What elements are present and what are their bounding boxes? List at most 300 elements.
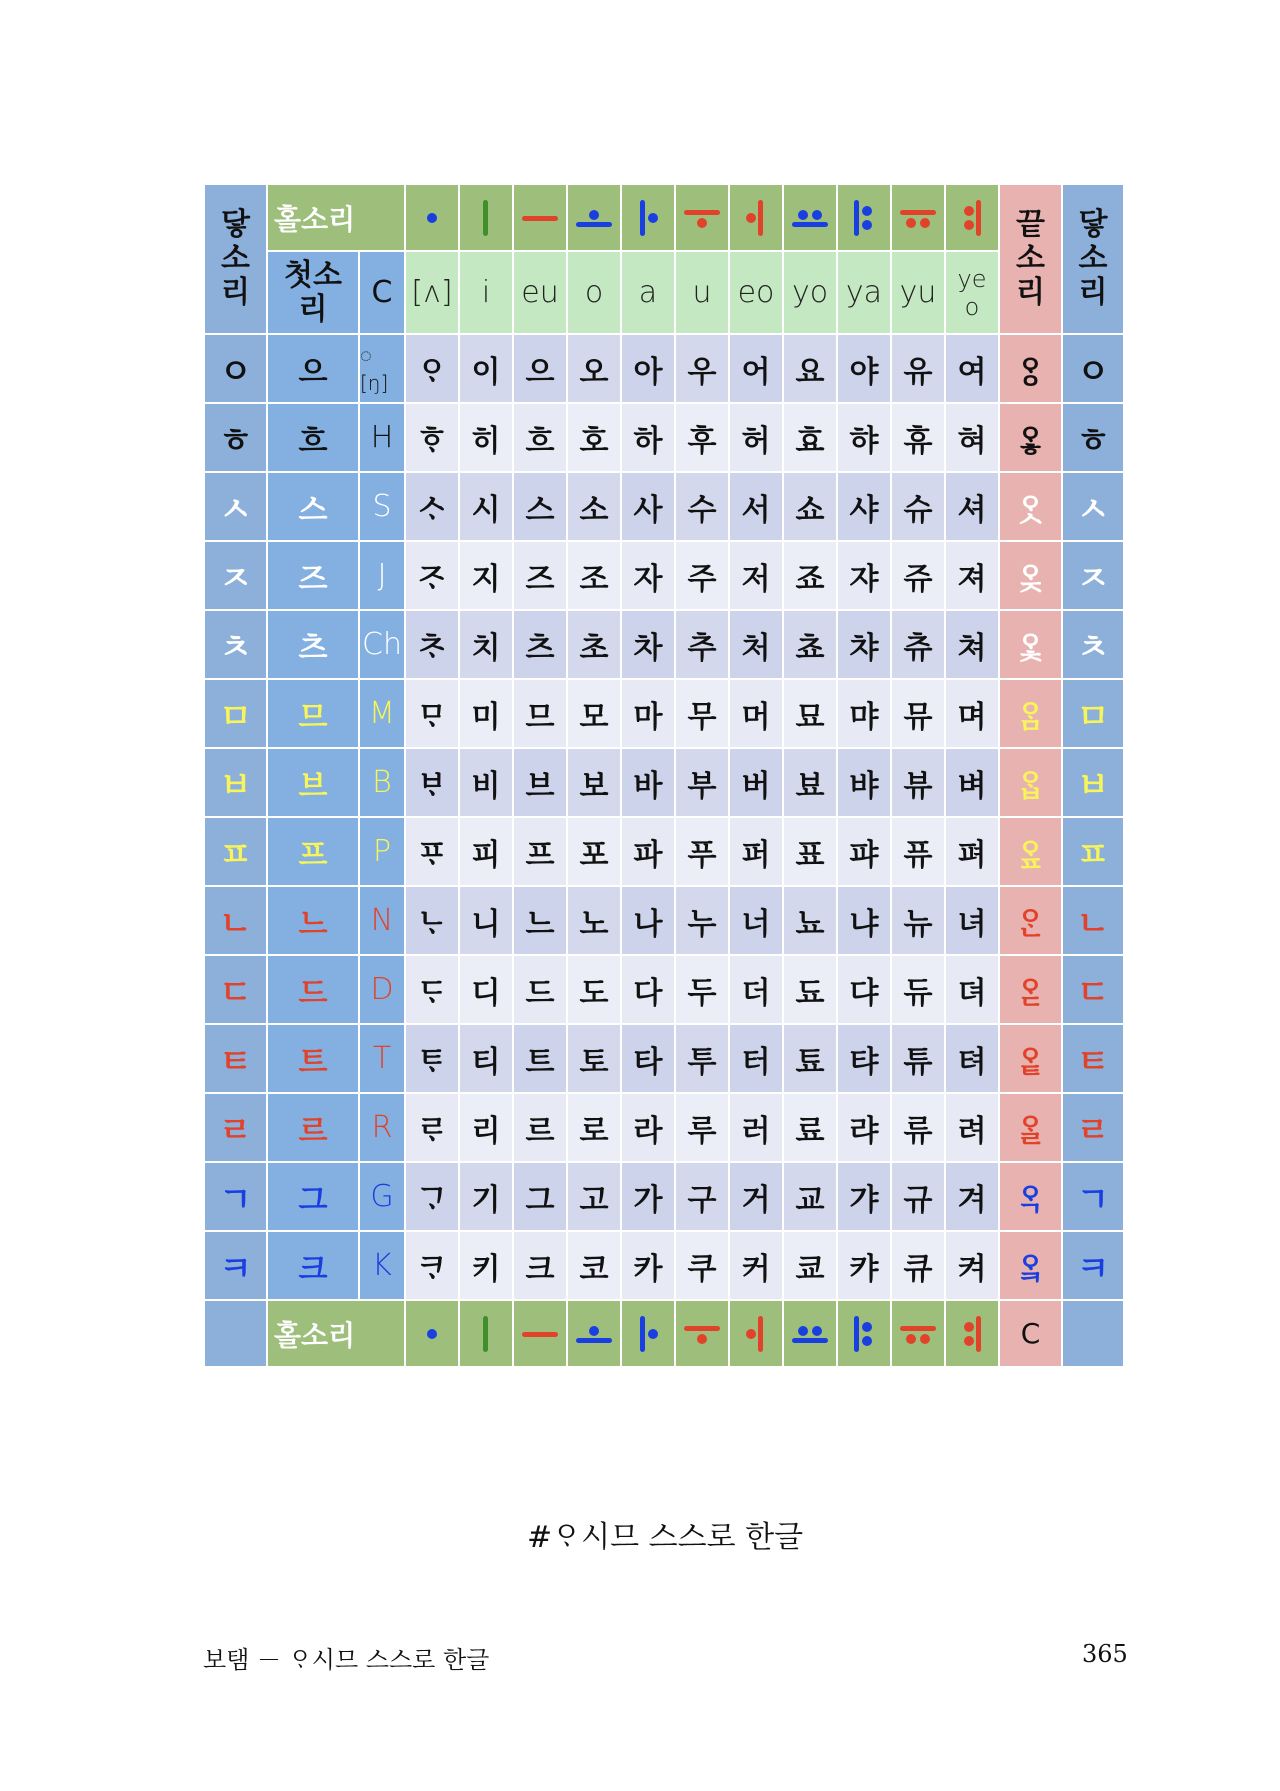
row-initial bbox=[268, 542, 358, 609]
footer-vowel-symbol-cell bbox=[514, 1301, 566, 1366]
syllable: 수 bbox=[687, 492, 717, 528]
vowel-glyph-icon bbox=[682, 198, 722, 238]
syllable: 요 bbox=[795, 354, 825, 390]
syllable-cell bbox=[406, 473, 458, 540]
syllable-cell bbox=[892, 542, 944, 609]
row-initial bbox=[268, 404, 358, 471]
syllable-cell bbox=[946, 956, 998, 1023]
syllable-cell bbox=[406, 611, 458, 678]
syllable: 미 bbox=[471, 699, 501, 735]
header-char: 리 bbox=[298, 291, 328, 327]
header-char: 첫소 bbox=[284, 257, 342, 293]
syllable: 샤 bbox=[849, 492, 879, 528]
syllable: 즈 bbox=[525, 561, 555, 597]
vowel-symbol-cell bbox=[622, 185, 674, 250]
syllable: 하 bbox=[633, 423, 663, 459]
syllable-cell bbox=[622, 542, 674, 609]
syllable: 교 bbox=[795, 1182, 825, 1218]
vowel-symbol-cell bbox=[784, 185, 836, 250]
vowel-glyph-icon bbox=[412, 198, 452, 238]
footer-vowel-symbol-cell bbox=[838, 1301, 890, 1366]
syllable: 죠 bbox=[795, 561, 825, 597]
syllable-cell bbox=[892, 473, 944, 540]
syllable: 갸 bbox=[849, 1182, 879, 1218]
row-consonant-right bbox=[1063, 887, 1123, 954]
row-initial bbox=[268, 473, 358, 540]
syllable-cell bbox=[892, 1163, 944, 1230]
vowel-symbol-cell bbox=[838, 185, 890, 250]
row-consonant-right bbox=[1063, 1025, 1123, 1092]
final-syllable: ᄋᆞᆽ bbox=[1016, 561, 1045, 597]
initial-header bbox=[268, 252, 358, 333]
syllable-cell bbox=[676, 1163, 728, 1230]
vowel-roman: eu bbox=[521, 275, 559, 310]
syllable: 이 bbox=[471, 354, 501, 390]
syllable-cell bbox=[784, 818, 836, 885]
syllable-cell bbox=[676, 749, 728, 816]
footer-empty-left bbox=[205, 1301, 266, 1366]
syllable-cell bbox=[460, 1094, 512, 1161]
consonant-glyph: ㅁ bbox=[219, 697, 252, 737]
syllable: 도 bbox=[579, 975, 609, 1011]
syllable: 카 bbox=[633, 1251, 663, 1287]
syllable: 챠 bbox=[849, 630, 879, 666]
syllable: 프 bbox=[525, 837, 555, 873]
roman-letter: R bbox=[371, 1110, 393, 1145]
syllable-cell bbox=[730, 542, 782, 609]
row-initial bbox=[268, 1163, 358, 1230]
syllable: 비 bbox=[471, 768, 501, 804]
syllable-cell bbox=[730, 818, 782, 885]
syllable: 뇨 bbox=[795, 906, 825, 942]
syllable-cell bbox=[784, 404, 836, 471]
row-consonant bbox=[205, 956, 266, 1023]
row-consonant-right bbox=[1063, 473, 1123, 540]
vowel-roman: a bbox=[638, 275, 658, 310]
syllable: 쿠 bbox=[687, 1251, 717, 1287]
syllable: 으 bbox=[525, 354, 555, 390]
syllable: 펴 bbox=[957, 837, 987, 873]
row-roman bbox=[360, 818, 404, 885]
syllable-cell bbox=[730, 1232, 782, 1299]
syllable-cell bbox=[676, 611, 728, 678]
syllable: 뎌 bbox=[957, 975, 987, 1011]
roman-letter: D bbox=[370, 972, 394, 1007]
vowel-glyph-icon bbox=[628, 198, 668, 238]
syllable: 다 bbox=[633, 975, 663, 1011]
final-syllable: ᄋᆞᆸ bbox=[1016, 768, 1045, 804]
syllable: 뷰 bbox=[903, 768, 933, 804]
syllable-cell bbox=[946, 1094, 998, 1161]
final-syllable: ᄋᆞᆺ bbox=[1016, 492, 1045, 528]
syllable-cell bbox=[514, 956, 566, 1023]
vowel-glyph-icon bbox=[412, 1314, 452, 1354]
syllable: 뵤 bbox=[795, 768, 825, 804]
consonant-glyph: ㅌ bbox=[219, 1042, 252, 1082]
row-consonant-right bbox=[1063, 1094, 1123, 1161]
syllable-cell bbox=[946, 335, 998, 402]
vowel-roman-cell bbox=[946, 252, 998, 333]
syllable: 타 bbox=[633, 1044, 663, 1080]
row-initial bbox=[268, 335, 358, 402]
syllable-cell bbox=[676, 956, 728, 1023]
row-final bbox=[1000, 473, 1061, 540]
syllable: 초 bbox=[579, 630, 609, 666]
vowel-glyph-icon bbox=[466, 1314, 506, 1354]
row-consonant bbox=[205, 404, 266, 471]
row-initial bbox=[268, 1094, 358, 1161]
syllable-cell bbox=[514, 335, 566, 402]
syllable-cell bbox=[784, 473, 836, 540]
syllable-cell bbox=[784, 611, 836, 678]
syllable-cell bbox=[514, 1025, 566, 1092]
syllable-cell bbox=[784, 1094, 836, 1161]
syllable: 퍄 bbox=[849, 837, 879, 873]
syllable: 라 bbox=[633, 1113, 663, 1149]
syllable: 랴 bbox=[849, 1113, 879, 1149]
syllable: 히 bbox=[471, 423, 501, 459]
syllable-cell bbox=[568, 1232, 620, 1299]
syllable-cell bbox=[892, 887, 944, 954]
syllable: 거 bbox=[741, 1182, 771, 1218]
syllable-cell bbox=[514, 473, 566, 540]
syllable: 냐 bbox=[849, 906, 879, 942]
syllable-cell bbox=[514, 404, 566, 471]
footer-final-c bbox=[1000, 1301, 1061, 1366]
syllable: 튜 bbox=[903, 1044, 933, 1080]
syllable: 츄 bbox=[903, 630, 933, 666]
syllable-cell bbox=[568, 542, 620, 609]
syllable: ᄅᆞ bbox=[417, 1113, 447, 1149]
syllable-cell bbox=[406, 335, 458, 402]
final-syllable: ᄋᆞᆾ bbox=[1016, 630, 1045, 666]
syllable-cell bbox=[406, 956, 458, 1023]
syllable: 쵸 bbox=[795, 630, 825, 666]
syllable-cell bbox=[514, 611, 566, 678]
syllable: ᄂᆞ bbox=[417, 906, 447, 942]
syllable: 리 bbox=[471, 1113, 501, 1149]
row-roman bbox=[360, 1025, 404, 1092]
syllable: 버 bbox=[741, 768, 771, 804]
vowel-header-text: 홀소리 bbox=[274, 1318, 356, 1352]
syllable-cell bbox=[514, 1163, 566, 1230]
syllable-cell bbox=[568, 956, 620, 1023]
syllable: 야 bbox=[849, 354, 879, 390]
syllable-cell bbox=[406, 887, 458, 954]
syllable-cell bbox=[946, 404, 998, 471]
row-consonant-right bbox=[1063, 749, 1123, 816]
syllable-cell bbox=[460, 749, 512, 816]
syllable-cell bbox=[622, 1094, 674, 1161]
syllable-cell bbox=[730, 404, 782, 471]
syllable: 듀 bbox=[903, 975, 933, 1011]
syllable-cell bbox=[460, 1025, 512, 1092]
vowel-glyph-icon bbox=[952, 1314, 992, 1354]
syllable-cell bbox=[838, 1163, 890, 1230]
row-roman bbox=[360, 542, 404, 609]
syllable-cell bbox=[730, 1163, 782, 1230]
syllable-cell bbox=[514, 680, 566, 747]
syllable: 며 bbox=[957, 699, 987, 735]
syllable: 그 bbox=[525, 1182, 555, 1218]
row-final bbox=[1000, 818, 1061, 885]
roman-letter: J bbox=[377, 558, 387, 593]
vowel-glyph-icon bbox=[844, 198, 884, 238]
row-consonant-right bbox=[1063, 680, 1123, 747]
syllable-cell bbox=[568, 887, 620, 954]
syllable: 크 bbox=[525, 1251, 555, 1287]
footer-vowel-symbol-cell bbox=[406, 1301, 458, 1366]
c-header-text: C bbox=[371, 275, 393, 310]
syllable-cell bbox=[460, 818, 512, 885]
syllable-cell bbox=[676, 1025, 728, 1092]
syllable-cell bbox=[676, 404, 728, 471]
syllable: 추 bbox=[687, 630, 717, 666]
row-roman bbox=[360, 956, 404, 1023]
vowel-symbol-cell bbox=[892, 185, 944, 250]
vowel-symbol-cell bbox=[460, 185, 512, 250]
footer-vowel-symbol-cell bbox=[676, 1301, 728, 1366]
row-final bbox=[1000, 887, 1061, 954]
right-header-consonant bbox=[1063, 185, 1123, 333]
syllable: 툐 bbox=[795, 1044, 825, 1080]
syllable-cell bbox=[946, 1232, 998, 1299]
syllable-cell bbox=[838, 1025, 890, 1092]
vowel-glyph-icon bbox=[898, 198, 938, 238]
syllable-cell bbox=[730, 887, 782, 954]
roman-letter: M bbox=[369, 696, 395, 731]
syllable-cell bbox=[406, 1094, 458, 1161]
row-consonant-right bbox=[1063, 611, 1123, 678]
row-consonant bbox=[205, 473, 266, 540]
row-roman bbox=[360, 335, 404, 402]
syllable-cell bbox=[460, 542, 512, 609]
row-initial bbox=[268, 680, 358, 747]
syllable: 디 bbox=[471, 975, 501, 1011]
syllable-cell bbox=[460, 1163, 512, 1230]
syllable-cell bbox=[406, 542, 458, 609]
row-consonant-right bbox=[1063, 1163, 1123, 1230]
syllable: ᄑᆞ bbox=[417, 837, 447, 873]
syllable: 터 bbox=[741, 1044, 771, 1080]
row-initial bbox=[268, 1025, 358, 1092]
figure-caption: #ᄋᆞ시므 스스로 한글 bbox=[527, 1520, 804, 1555]
consonant-glyph: ㅇ bbox=[1076, 352, 1110, 392]
syllable-cell bbox=[784, 1232, 836, 1299]
syllable-cell bbox=[838, 542, 890, 609]
syllable-cell bbox=[838, 335, 890, 402]
vowel-symbol-cell bbox=[406, 185, 458, 250]
syllable-cell bbox=[676, 818, 728, 885]
roman-letter: S bbox=[372, 489, 392, 524]
row-initial bbox=[268, 818, 358, 885]
row-consonant bbox=[205, 749, 266, 816]
syllable: 쥬 bbox=[903, 561, 933, 597]
syllable-cell bbox=[406, 749, 458, 816]
row-consonant bbox=[205, 680, 266, 747]
syllable-cell bbox=[838, 404, 890, 471]
vowel-roman-cell bbox=[892, 252, 944, 333]
initial-syllable: 브 bbox=[298, 768, 328, 804]
final-c-label: C bbox=[1020, 1317, 1041, 1350]
roman-letter: T bbox=[372, 1041, 392, 1076]
consonant-glyph: ㅇ bbox=[219, 352, 252, 392]
row-final bbox=[1000, 404, 1061, 471]
footer-vowel-symbol-cell bbox=[784, 1301, 836, 1366]
syllable: 자 bbox=[633, 561, 663, 597]
row-consonant bbox=[205, 1232, 266, 1299]
consonant-glyph: ㄷ bbox=[219, 973, 252, 1013]
row-roman bbox=[360, 473, 404, 540]
consonant-glyph: ㅎ bbox=[219, 421, 252, 461]
syllable: 처 bbox=[741, 630, 771, 666]
vowel-glyph-icon bbox=[898, 1314, 938, 1354]
syllable: 흐 bbox=[525, 423, 555, 459]
syllable-cell bbox=[568, 818, 620, 885]
row-final bbox=[1000, 1232, 1061, 1299]
syllable: 시 bbox=[471, 492, 501, 528]
footer-vowel-symbol-cell bbox=[892, 1301, 944, 1366]
initial-syllable: 프 bbox=[298, 837, 328, 873]
syllable: 츠 bbox=[525, 630, 555, 666]
vowel-roman: u bbox=[692, 275, 712, 310]
consonant-glyph: ㅁ bbox=[1076, 697, 1110, 737]
syllable-cell bbox=[784, 749, 836, 816]
left-header-consonant bbox=[205, 185, 266, 333]
vowel-glyph-icon bbox=[736, 198, 776, 238]
roman-letter: ◌ [ŋ] bbox=[360, 342, 389, 395]
syllable-cell bbox=[784, 956, 836, 1023]
vowel-glyph-icon bbox=[952, 198, 992, 238]
syllable-cell bbox=[730, 1094, 782, 1161]
syllable-cell bbox=[406, 680, 458, 747]
syllable-cell bbox=[622, 1232, 674, 1299]
final-syllable: ᄋᆞᇁ bbox=[1016, 837, 1045, 873]
syllable-cell bbox=[676, 680, 728, 747]
final-syllable: ᄋᆞᆯ bbox=[1016, 1113, 1045, 1149]
syllable: 쿄 bbox=[795, 1251, 825, 1287]
vowel-roman-cell bbox=[676, 252, 728, 333]
syllable: 토 bbox=[579, 1044, 609, 1080]
syllable-cell bbox=[622, 956, 674, 1023]
syllable-cell bbox=[568, 611, 620, 678]
syllable: 가 bbox=[633, 1182, 663, 1218]
row-consonant bbox=[205, 818, 266, 885]
syllable: 쳐 bbox=[957, 630, 987, 666]
roman-letter: Ch bbox=[362, 627, 402, 662]
syllable: 허 bbox=[741, 423, 771, 459]
syllable: 러 bbox=[741, 1113, 771, 1149]
page-number: 365 bbox=[1082, 1640, 1128, 1668]
row-consonant bbox=[205, 1025, 266, 1092]
syllable: 커 bbox=[741, 1251, 771, 1287]
row-final bbox=[1000, 956, 1061, 1023]
vowel-symbol-cell bbox=[730, 185, 782, 250]
syllable-cell bbox=[406, 1232, 458, 1299]
consonant-glyph: ㅈ bbox=[219, 559, 252, 599]
vowel-glyph-icon bbox=[736, 1314, 776, 1354]
syllable: ᄌᆞ bbox=[417, 561, 447, 597]
syllable: ᄏᆞ bbox=[417, 1251, 447, 1287]
syllable: 르 bbox=[525, 1113, 555, 1149]
syllable: 뮤 bbox=[903, 699, 933, 735]
consonant-glyph: ㅅ bbox=[1076, 490, 1110, 530]
row-consonant-right bbox=[1063, 335, 1123, 402]
vowel-glyph-icon bbox=[682, 1314, 722, 1354]
syllable-cell bbox=[568, 1094, 620, 1161]
vowel-symbol-cell bbox=[514, 185, 566, 250]
syllable: 효 bbox=[795, 423, 825, 459]
header-char: 리 bbox=[221, 275, 250, 310]
vowel-roman: yo bbox=[791, 275, 829, 310]
vowel-roman: ya bbox=[845, 275, 883, 310]
roman-letter: K bbox=[372, 1248, 392, 1283]
vowel-roman: eo bbox=[737, 275, 775, 310]
syllable-cell bbox=[676, 1232, 728, 1299]
consonant-glyph: ㄴ bbox=[1076, 904, 1110, 944]
footer-vowel-symbol-cell bbox=[622, 1301, 674, 1366]
row-roman bbox=[360, 611, 404, 678]
syllable: 티 bbox=[471, 1044, 501, 1080]
vowel-glyph-icon bbox=[520, 198, 560, 238]
syllable-cell bbox=[568, 680, 620, 747]
syllable: 누 bbox=[687, 906, 717, 942]
syllable-cell bbox=[838, 887, 890, 954]
syllable: ᄀᆞ bbox=[417, 1182, 447, 1218]
syllable: 루 bbox=[687, 1113, 717, 1149]
running-footer-title: 보탬 － ᄋᆞ시므 스스로 한글 bbox=[203, 1646, 490, 1674]
consonant-glyph: ㅍ bbox=[219, 835, 252, 875]
initial-syllable: 즈 bbox=[298, 561, 328, 597]
syllable-cell bbox=[460, 887, 512, 954]
vowel-glyph-icon bbox=[466, 198, 506, 238]
syllable-cell bbox=[460, 956, 512, 1023]
row-final bbox=[1000, 611, 1061, 678]
syllable-cell bbox=[892, 818, 944, 885]
syllable: ᄋᆞ bbox=[417, 354, 447, 390]
syllable: 어 bbox=[741, 354, 771, 390]
roman-letter: N bbox=[370, 903, 394, 938]
vowel-roman: [ʌ] bbox=[411, 275, 453, 310]
syllable-cell bbox=[946, 1163, 998, 1230]
syllable: 느 bbox=[525, 906, 555, 942]
consonant-glyph: ㅊ bbox=[1076, 628, 1110, 668]
syllable: 기 bbox=[471, 1182, 501, 1218]
syllable-cell bbox=[892, 1232, 944, 1299]
syllable: 혀 bbox=[957, 423, 987, 459]
syllable-cell bbox=[892, 1094, 944, 1161]
syllable: ᄃᆞ bbox=[417, 975, 447, 1011]
syllable: 므 bbox=[525, 699, 555, 735]
vowel-roman-cell bbox=[622, 252, 674, 333]
syllable: 구 bbox=[687, 1182, 717, 1218]
consonant-glyph: ㅅ bbox=[219, 490, 252, 530]
syllable-cell bbox=[730, 749, 782, 816]
syllable-cell bbox=[406, 1163, 458, 1230]
syllable-cell bbox=[892, 1025, 944, 1092]
syllable: 여 bbox=[957, 354, 987, 390]
syllable-cell bbox=[946, 611, 998, 678]
syllable: 슈 bbox=[903, 492, 933, 528]
syllable: 큐 bbox=[903, 1251, 933, 1287]
row-final bbox=[1000, 1163, 1061, 1230]
vowel-glyph-icon bbox=[790, 1314, 830, 1354]
row-consonant bbox=[205, 611, 266, 678]
syllable: ᄎᆞ bbox=[417, 630, 447, 666]
row-final bbox=[1000, 680, 1061, 747]
row-roman bbox=[360, 749, 404, 816]
syllable: 너 bbox=[741, 906, 771, 942]
